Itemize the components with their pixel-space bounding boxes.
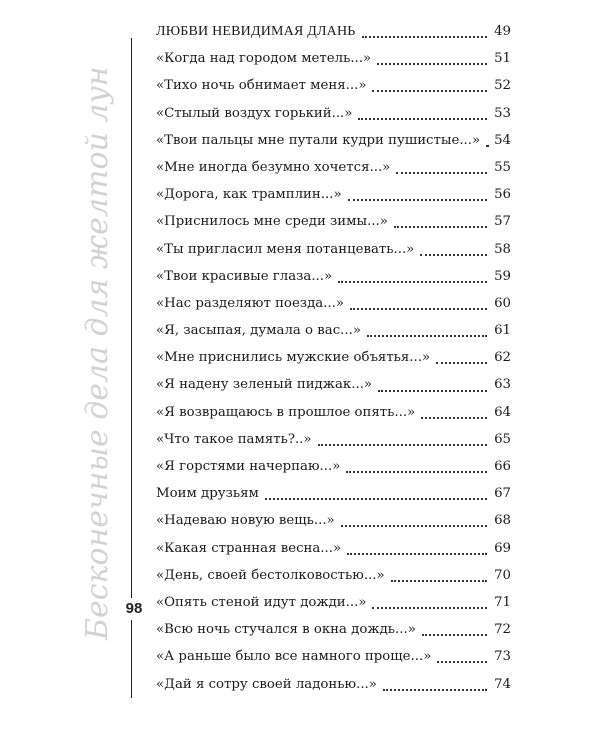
dot-leader xyxy=(265,497,487,500)
page-number: 98 xyxy=(117,598,151,620)
dot-leader xyxy=(391,579,487,582)
dot-leader xyxy=(372,89,487,92)
toc-entry-page: 61 xyxy=(494,323,511,339)
toc-entry-title: «Мне приснились мужские объятья...» xyxy=(156,350,431,366)
toc-entry xyxy=(156,589,511,616)
toc-entry xyxy=(156,480,511,507)
dot-leader xyxy=(362,35,487,38)
toc-entry xyxy=(156,72,511,99)
toc-entry xyxy=(156,317,511,344)
toc-entry-title: ЛЮБВИ НЕВИДИМАЯ ДЛАНЬ xyxy=(156,24,356,39)
dot-leader xyxy=(383,688,487,691)
toc-entry xyxy=(156,263,511,290)
toc-entry-title: «Приснилось мне среди зимы...» xyxy=(156,214,388,230)
toc-entry-page: 70 xyxy=(494,567,511,583)
toc-entry xyxy=(156,208,511,235)
running-title: Бесконечные дела для желтой лун xyxy=(80,66,115,640)
toc-entry-page: 57 xyxy=(494,214,511,230)
table-of-contents xyxy=(156,18,511,698)
dot-leader xyxy=(348,198,487,201)
toc-entry-title: «Дай я сотру своей ладонью...» xyxy=(156,676,377,692)
toc-entry-title: «Я горстями начерпаю...» xyxy=(156,459,341,474)
toc-entry-page: 54 xyxy=(494,132,511,148)
toc-entry-page: 72 xyxy=(494,622,511,638)
dot-leader xyxy=(486,144,487,147)
toc-entry xyxy=(156,562,511,589)
dot-leader xyxy=(394,225,487,228)
toc-entry-page: 71 xyxy=(494,594,511,610)
toc-entry xyxy=(156,154,511,181)
toc-entry-title: «Я, засыпая, думала о вас...» xyxy=(156,323,361,339)
dot-leader xyxy=(350,307,487,310)
dot-leader xyxy=(422,633,487,636)
dot-leader xyxy=(318,443,487,446)
dot-leader xyxy=(436,361,487,364)
toc-entry xyxy=(156,45,511,72)
toc-entry-title: «Твои пальцы мне путали кудри пушистые...» xyxy=(156,132,481,148)
toc-entry-page: 63 xyxy=(494,377,511,393)
dot-leader xyxy=(378,389,487,392)
dot-leader xyxy=(396,171,487,174)
dot-leader xyxy=(358,117,487,120)
toc-entry xyxy=(156,453,511,480)
toc-entry-title: «Мне иногда безумно хочется...» xyxy=(156,159,391,175)
toc-entry-page: 68 xyxy=(494,513,511,529)
toc-entry-title: «Что такое память?..» xyxy=(156,431,312,447)
toc-entry xyxy=(156,371,511,398)
toc-entry-page: 60 xyxy=(494,295,511,311)
toc-entry-title: «Когда над городом метель...» xyxy=(156,51,372,67)
dot-leader xyxy=(377,62,487,65)
toc-entry-page: 52 xyxy=(494,78,511,94)
toc-entry-page: 69 xyxy=(494,540,511,556)
toc-entry-title: «Опять стеной идут дожди...» xyxy=(156,594,367,610)
toc-entry-page: 55 xyxy=(494,159,511,175)
toc-entry-page: 73 xyxy=(494,649,511,665)
dot-leader xyxy=(420,253,487,256)
dot-leader xyxy=(346,470,487,473)
toc-entry-title: «Какая странная весна...» xyxy=(156,540,342,556)
toc-entry xyxy=(156,507,511,534)
dot-leader xyxy=(338,280,487,283)
toc-entry xyxy=(156,535,511,562)
toc-entry-title: «А раньше было все намного проще...» xyxy=(156,649,432,665)
toc-entry-title: Моим друзьям xyxy=(156,486,259,502)
dot-leader xyxy=(437,660,487,663)
toc-entry-title: «День, своей бестолковостью...» xyxy=(156,567,385,583)
toc-entry-title: «Ты пригласил меня потанцевать...» xyxy=(156,241,415,257)
toc-entry-title: «Всю ночь стучался в окна дождь...» xyxy=(156,622,416,638)
toc-entry-page: 67 xyxy=(494,486,511,502)
toc-entry-page: 53 xyxy=(494,105,511,121)
toc-entry xyxy=(156,344,511,371)
dot-leader xyxy=(421,416,487,419)
toc-entry-page: 65 xyxy=(494,431,511,447)
toc-entry xyxy=(156,399,511,426)
toc-entry-title: «Твои красивые глаза...» xyxy=(156,268,333,284)
toc-entry-title: «Тихо ночь обнимает меня...» xyxy=(156,78,367,94)
toc-entry-page: 74 xyxy=(494,676,511,692)
toc-entry-page: 64 xyxy=(494,404,511,420)
toc-entry-title: «Нас разделяют поезда...» xyxy=(156,295,344,311)
toc-entry-page: 58 xyxy=(494,241,511,257)
toc-entry xyxy=(156,127,511,154)
dot-leader xyxy=(372,606,487,609)
dot-leader xyxy=(341,524,487,527)
toc-entry-page: 62 xyxy=(494,350,511,366)
toc-entry xyxy=(156,616,511,643)
toc-entry-page: 51 xyxy=(494,51,511,67)
toc-entry xyxy=(156,181,511,208)
toc-entry-title: «Дорога, как трамплин...» xyxy=(156,187,342,203)
toc-entry-title: «Стылый воздух горький...» xyxy=(156,105,353,121)
toc-entry-page: 59 xyxy=(494,268,511,284)
toc-entry xyxy=(156,290,511,317)
toc-entry xyxy=(156,426,511,453)
toc-entry-title: «Я надену зеленый пиджак...» xyxy=(156,377,373,393)
toc-entry xyxy=(156,643,511,670)
toc-entry xyxy=(156,236,511,263)
dot-leader xyxy=(347,552,487,555)
dot-leader xyxy=(367,334,487,337)
toc-entry-page: 49 xyxy=(494,24,511,39)
toc-entry-page: 66 xyxy=(494,459,511,474)
toc-entry-title: «Надеваю новую вещь...» xyxy=(156,513,335,529)
toc-entry-title: «Я возвращаюсь в прошлое опять...» xyxy=(156,404,416,420)
toc-section-row xyxy=(156,18,511,45)
toc-entry xyxy=(156,671,511,698)
toc-entry-page: 56 xyxy=(494,187,511,203)
toc-entry xyxy=(156,100,511,127)
